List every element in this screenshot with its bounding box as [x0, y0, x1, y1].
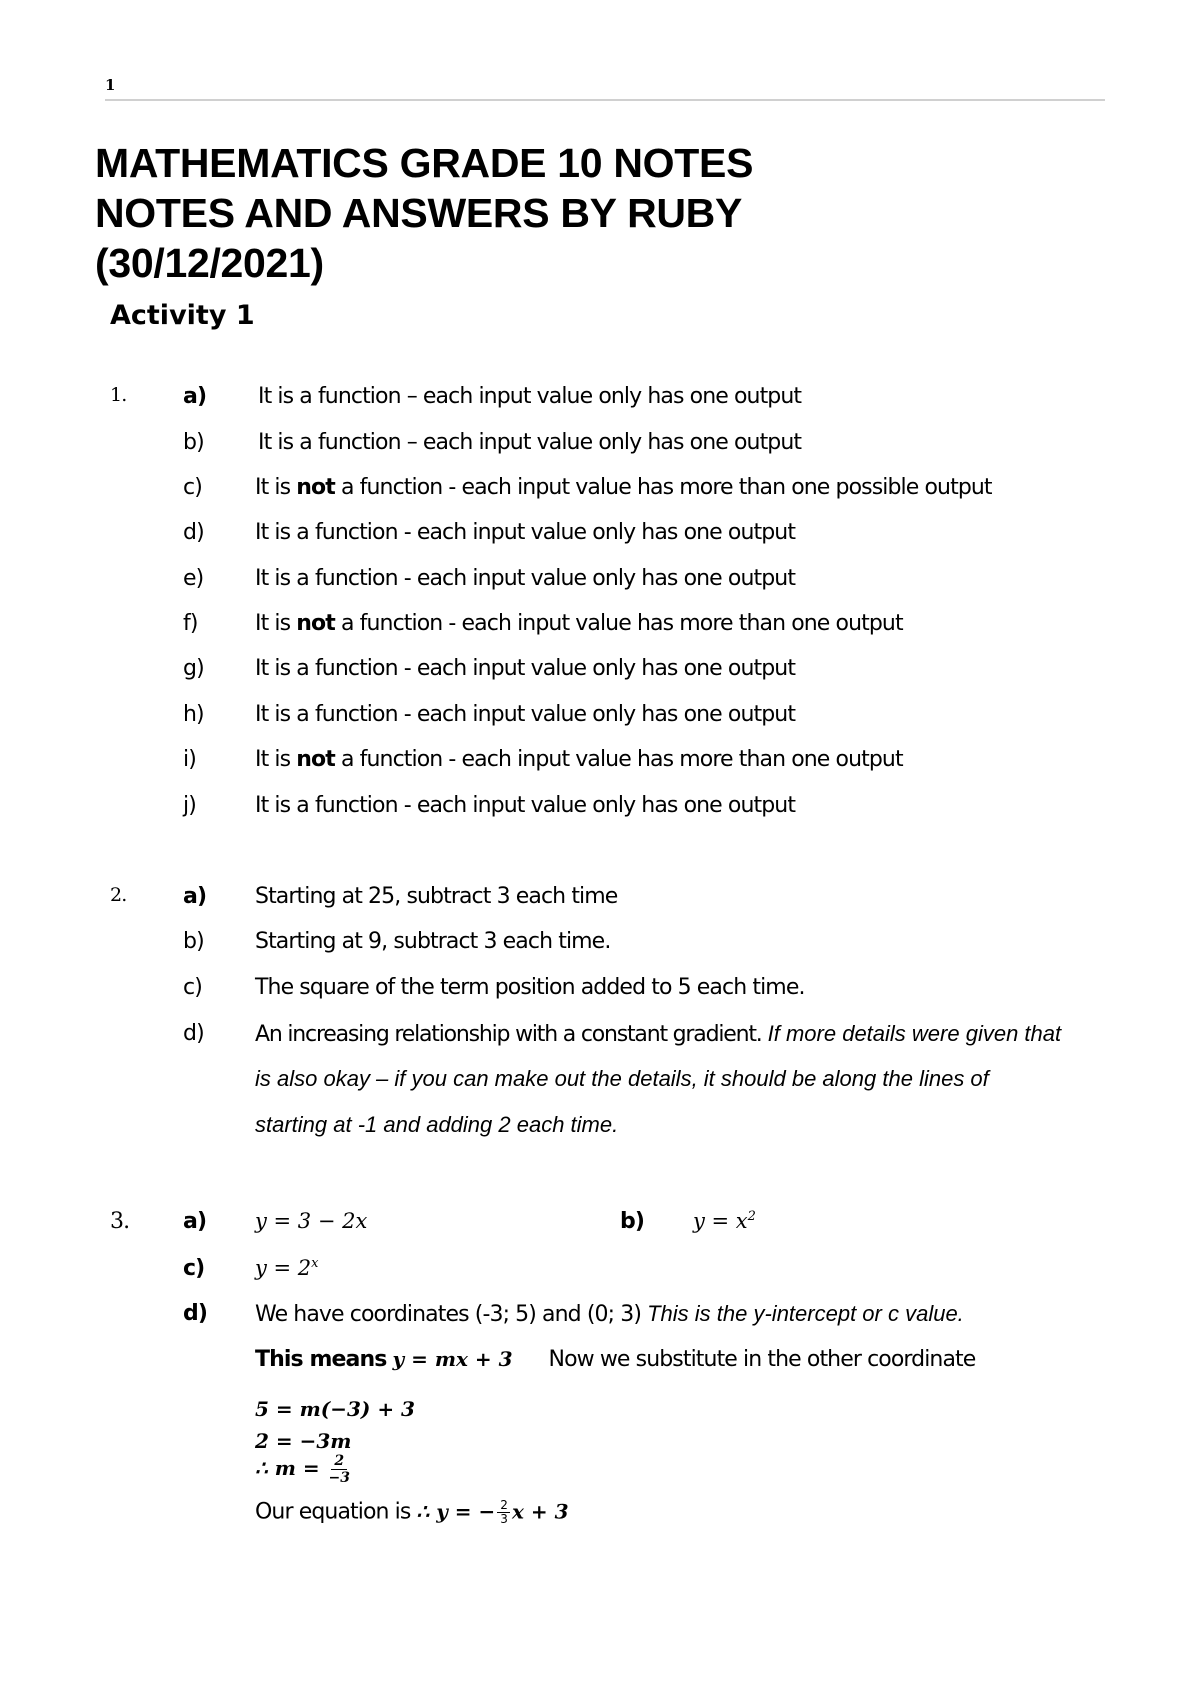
item-text: It is a function - each input value only has one output [255, 793, 796, 818]
item-text: We have coordinates (-3; 5) and (0; 3) This is the y-intercept or c value. [255, 1301, 964, 1327]
q1-item-j [0, 793, 1200, 833]
item-text: It is not a function - each input value has more than one output [255, 747, 903, 772]
q3-item-c [0, 1256, 1200, 1296]
fraction: $\frac{2}{-3}$ [328, 1453, 351, 1486]
working-step: 2 = −3m [255, 1429, 352, 1453]
item-letter: a) [183, 384, 207, 409]
item-letter: c) [183, 475, 202, 500]
q3-item-d [0, 1301, 1200, 1341]
q3-means-line [0, 1347, 1200, 1387]
item-text: This means y = mx + 3 Now we substitute in the other coordinate [255, 1347, 976, 1372]
item-text: It is a function – each input value only has one output [258, 430, 802, 455]
q2-number: 2. [110, 884, 127, 906]
page-number: 1 [105, 76, 116, 94]
title-line-3: (30/12/2021) [95, 240, 324, 286]
item-letter: a) [183, 1209, 207, 1234]
equation-a: y = 3 − 2x [255, 1209, 368, 1233]
q1-item-d [0, 520, 1200, 560]
q1-number: 1. [110, 384, 127, 406]
item-letter: d) [183, 1021, 204, 1046]
q3-number: 3. [110, 1209, 130, 1234]
working-step: 5 = m(−3) + 3 [255, 1397, 415, 1421]
q3-final-equation [0, 1499, 1200, 1549]
q3-item-a-b [0, 1209, 1200, 1249]
item-letter: b) [183, 929, 204, 954]
item-text: An increasing relationship with a constant gradient. If more details were given that [255, 1021, 1062, 1047]
item-letter: c) [183, 975, 202, 1000]
q2-item-d-cont-1 [0, 1066, 1200, 1106]
activity-heading: Activity 1 [110, 300, 255, 331]
fraction: $\frac{2}{3}$ [497, 1499, 510, 1526]
equation-b: $y = x^2$ [693, 1209, 756, 1233]
item-letter: d) [183, 1301, 208, 1326]
page-title [95, 138, 753, 288]
item-letter: d) [183, 520, 204, 545]
q1-item-h [0, 702, 1200, 742]
item-text: It is a function - each input value only has one output [255, 702, 796, 727]
q2-item-b [0, 929, 1200, 969]
working-step: ∴ m = $\frac{2}{-3}$ [255, 1453, 351, 1486]
q1-item-e [0, 566, 1200, 606]
item-letter: b) [183, 430, 204, 455]
item-text: It is a function - each input value only has one output [255, 566, 796, 591]
q2-item-d-cont-2 [0, 1112, 1200, 1152]
item-text: is also okay – if you can make out the details, it should be along the lines of [255, 1066, 989, 1091]
q1-item-c [0, 475, 1200, 515]
q2-item-c [0, 975, 1200, 1015]
q1-item-i [0, 747, 1200, 787]
q2-item-a [0, 884, 1200, 924]
item-text: The square of the term position added to 5 each time. [255, 975, 805, 1000]
q1-item-a [0, 384, 1200, 424]
title-line-2: NOTES AND ANSWERS BY RUBY [95, 190, 743, 236]
item-text: It is not a function - each input value has more than one possible output [255, 475, 992, 500]
item-letter: b) [620, 1209, 645, 1234]
item-letter: j) [183, 793, 196, 818]
item-text: It is a function - each input value only has one output [255, 656, 796, 681]
item-text: Starting at 9, subtract 3 each time. [255, 929, 611, 954]
q1-item-g [0, 656, 1200, 696]
item-letter: c) [183, 1256, 205, 1281]
item-letter: h) [183, 702, 204, 727]
q1-item-f [0, 611, 1200, 651]
item-text: starting at -1 and adding 2 each time. [255, 1112, 619, 1137]
item-text: It is a function – each input value only has one output [258, 384, 802, 409]
q2-item-d [0, 1021, 1200, 1061]
item-letter: g) [183, 656, 204, 681]
q1-item-b [0, 430, 1200, 470]
item-text: Starting at 25, subtract 3 each time [255, 884, 618, 909]
item-text: It is a function - each input value only has one output [255, 520, 796, 545]
q3-step-3 [0, 1447, 1200, 1497]
equation-c: $y = 2^x$ [255, 1256, 319, 1280]
item-letter: e) [183, 566, 204, 591]
item-text: Our equation is ∴ y = − $\frac{2}{3}$ x + 3 [255, 1498, 569, 1526]
title-line-1: MATHEMATICS GRADE 10 NOTES [95, 140, 754, 186]
item-letter: i) [183, 747, 196, 772]
item-letter: f) [183, 611, 198, 636]
header-divider [105, 99, 1105, 101]
item-letter: a) [183, 884, 207, 909]
item-text: It is not a function - each input value has more than one output [255, 611, 903, 636]
